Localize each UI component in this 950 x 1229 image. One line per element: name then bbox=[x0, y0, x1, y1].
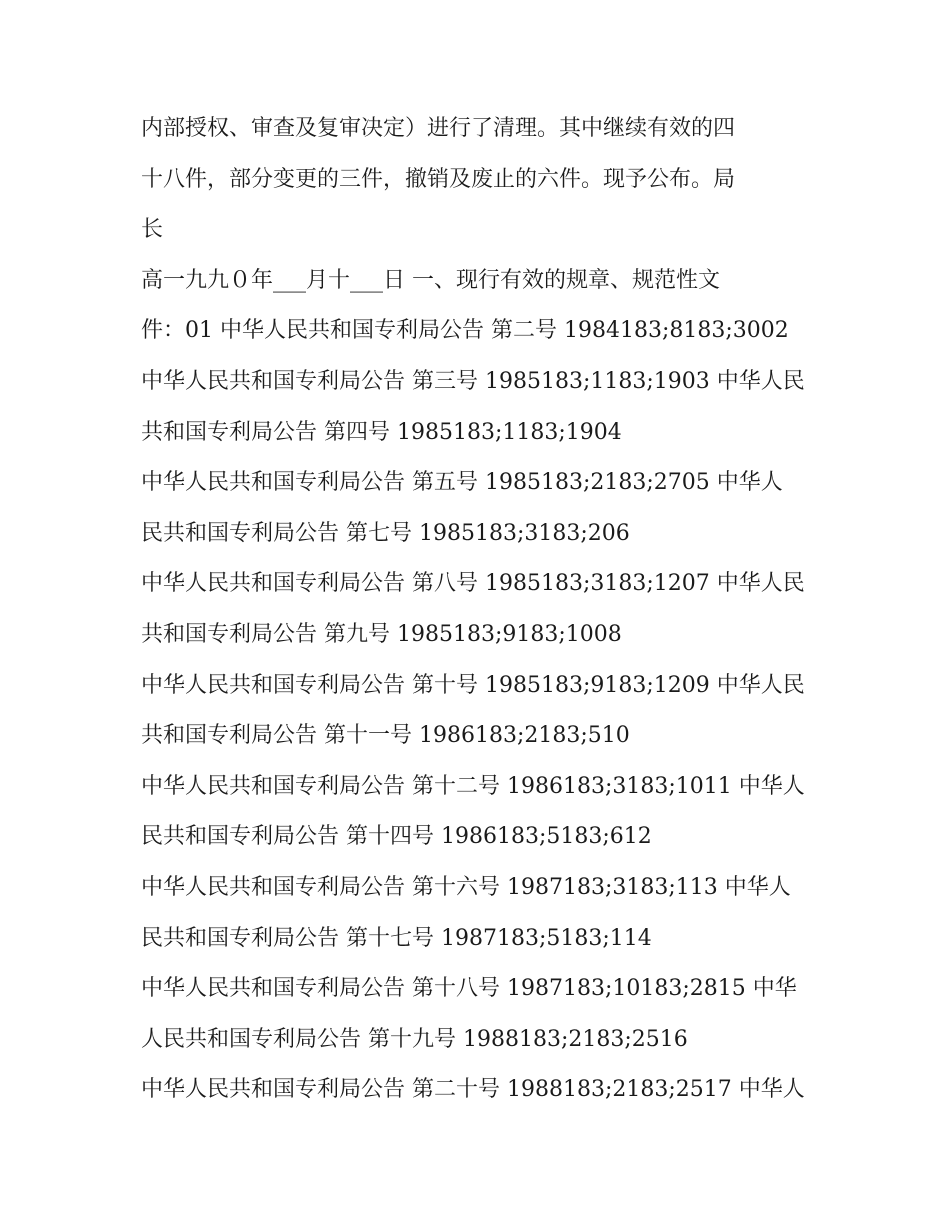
text-line: 民共和国专利局公告 第十四号 1986183;5183;612 bbox=[141, 824, 652, 850]
text-line: 共和国专利局公告 第十一号 1986183;2183;510 bbox=[141, 723, 630, 749]
text-line: 件：01 中华人民共和国专利局公告 第二号 1984183;8183;3002 bbox=[141, 318, 789, 344]
text-line: 高一九九０年___月十___日 一、现行有效的规章、规范性文 bbox=[141, 267, 720, 293]
text-line: 中华人民共和国专利局公告 第三号 1985183;1183;1903 中华人民 bbox=[141, 368, 805, 394]
text-line: 中华人民共和国专利局公告 第十号 1985183;9183;1209 中华人民 bbox=[141, 672, 805, 698]
text-line: 中华人民共和国专利局公告 第十六号 1987183;3183;113 中华人 bbox=[141, 874, 791, 900]
text-line: 中华人民共和国专利局公告 第二十号 1988183;2183;2517 中华人 bbox=[141, 1077, 805, 1103]
text-line: 中华人民共和国专利局公告 第五号 1985183;2183;2705 中华人 bbox=[141, 470, 783, 496]
text-line: 民共和国专利局公告 第十七号 1987183;5183;114 bbox=[141, 925, 652, 951]
text-line: 长 bbox=[141, 217, 164, 243]
text-line: 人民共和国专利局公告 第十九号 1988183;2183;2516 bbox=[141, 1026, 688, 1052]
text-line: 中华人民共和国专利局公告 第八号 1985183;3183;1207 中华人民 bbox=[141, 571, 805, 597]
text-line: 中华人民共和国专利局公告 第十八号 1987183;10183;2815 中华 bbox=[141, 976, 797, 1002]
text-line: 十八件，部分变更的三件，撤销及废止的六件。现予公布。局 bbox=[141, 166, 736, 192]
text-line: 民共和国专利局公告 第七号 1985183;3183;206 bbox=[141, 520, 630, 546]
text-line: 内部授权、审查及复审决定）进行了清理。其中继续有效的四 bbox=[141, 116, 736, 141]
body-text bbox=[141, 104, 821, 1116]
text-line: 中华人民共和国专利局公告 第十二号 1986183;3183;1011 中华人 bbox=[141, 773, 805, 799]
text-line: 共和国专利局公告 第九号 1985183;9183;1008 bbox=[141, 621, 622, 647]
text-line: 共和国专利局公告 第四号 1985183;1183;1904 bbox=[141, 419, 622, 445]
